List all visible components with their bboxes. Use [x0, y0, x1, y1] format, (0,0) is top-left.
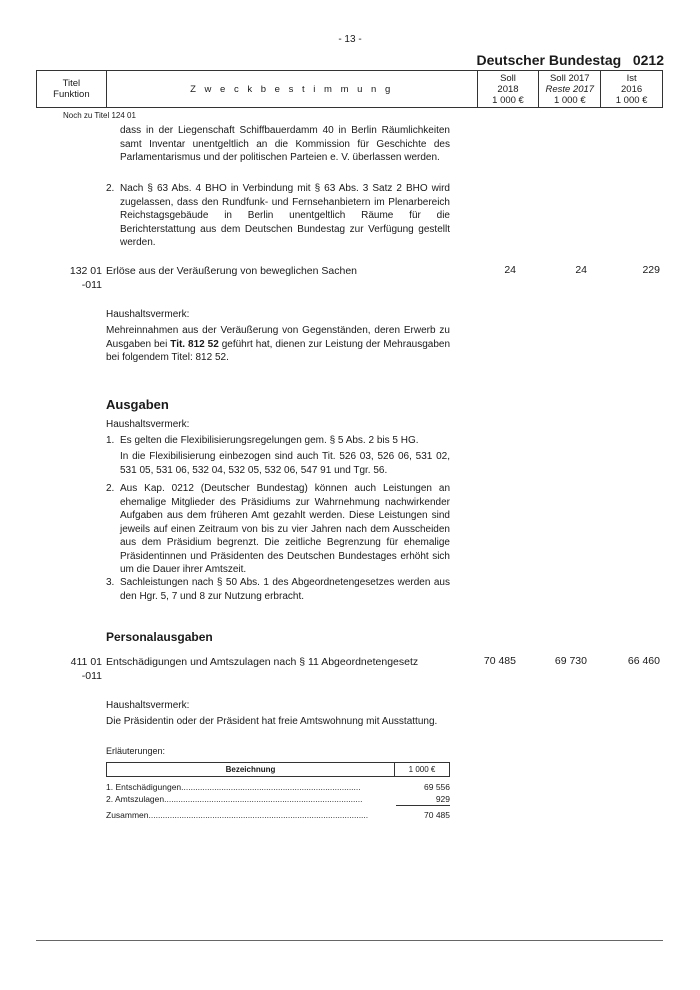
header-col-ist-2016-line2: 2016 — [621, 83, 643, 95]
titel-411-01-nr: 411 01 — [70, 656, 102, 668]
header-col-soll-2017 — [539, 71, 601, 107]
erlaeuterungen-label: Erläuterungen: — [106, 746, 166, 756]
noch-zu-titel-note: Noch zu Titel 124 01 — [63, 111, 136, 120]
titel-411-01-vermerk-label: Haushaltsvermerk: — [106, 700, 190, 711]
titel-132-01-number — [64, 264, 102, 292]
erl-row-amtszulagen — [106, 793, 450, 805]
ausgaben-vermerk-label: Haushaltsvermerk: — [106, 419, 190, 430]
header-col-soll-2017-line1: Soll 2017 — [549, 72, 590, 84]
header-col-ist-2016 — [601, 71, 662, 107]
header-col-ist-2016-line3: 1 000 € — [615, 94, 648, 106]
vermerk-text-bold-titel: Tit. 812 52 — [170, 338, 219, 350]
titel-132-01-fk: -011 — [81, 279, 102, 291]
header-col-zweck-label: Z w e c k b e s t i m m u n g — [190, 83, 394, 95]
header-col-titel-line1: Titel — [62, 78, 81, 89]
ausgaben-item-2-text: Aus Kap. 0212 (Deutscher Bundestag) können auch Leistungen an ehemalige Mitglieder des Präsidiums zur Wahrnehmung nachwirkender Aufgaben aus dem früheren Amt gezahlt werden. Diese Leistungen sind jeweils auf einen Zeitraum von bis zu vier Jahren nach dem Ausscheiden aus dem Präsidium begrenzt. Die zeitliche Begrenzung für ehemalige Präsidentinnen und Präsidenten des Deutschen Bundestages erhöht sich um die Dauer ihrer Amtszeit. — [120, 483, 450, 575]
ausgaben-item-1-number: 1. — [106, 435, 115, 446]
titel-132-01-nr: 132 01 — [69, 265, 102, 277]
erl-row-1-label: 1. Entschädigungen............................................................................ — [106, 782, 361, 792]
titel-411-01-number — [64, 655, 102, 683]
header-col-soll-2018-line1: Soll — [500, 72, 516, 84]
erl-row-2-value: 929 — [435, 794, 450, 804]
header-col-titel-line2: Funktion — [53, 89, 90, 100]
page-bottom-rule — [36, 940, 663, 941]
header-col-soll-2018-line2: 2018 — [497, 83, 519, 95]
erl-row-entschaedigungen — [106, 781, 450, 793]
document-header-title: Deutscher Bundestag 0212 — [476, 52, 664, 68]
column-header-table — [36, 70, 663, 108]
titel-411-01-soll-2017: 69 730 — [554, 655, 587, 667]
erl-header-bezeichnung: Bezeichnung — [107, 763, 395, 776]
titel-132-01-text: Erlöse aus der Veräußerung von beweglichen Sachen — [106, 265, 357, 277]
intro-item-2-text: Nach § 63 Abs. 4 BHO in Verbindung mit § 63 Abs. 3 Satz 2 BHO wird zugelassen, dass den Rundfunk- und Fernsehanbietern im Plenarbereich Reichstagsgebäude in Berlin unentgeltlich Räume für die Berichterstattung aus dem Deutschen Bundestag zur Verfügung gestellt werden. — [120, 183, 450, 248]
vermerk-text-post: geführt hat, dienen zur Leistung der Mehrausgaben bei folgendem Titel: 812 52. — [106, 338, 451, 363]
header-col-zweck — [107, 71, 478, 107]
ausgaben-item-3-text: Sachleistungen nach § 50 Abs. 1 des Abgeordnetengesetzes werden aus den Hgr. 5, 7 und 8 zur Nutzung erbracht. — [120, 577, 450, 602]
intro-item-2-number: 2. — [106, 183, 115, 194]
header-col-ist-2016-line1: Ist — [626, 72, 637, 84]
header-col-soll-2017-line3: 1 000 € — [553, 94, 586, 106]
erl-header-unit: 1 000 € — [408, 765, 436, 774]
ausgaben-heading: Ausgaben — [106, 397, 169, 412]
erl-row-2-label: 2. Amtszulagen.................................................................................... — [106, 794, 363, 804]
titel-132-01-ist-2016: 229 — [642, 264, 660, 276]
ausgaben-item-3-number: 3. — [106, 577, 115, 588]
ausgaben-item-1-sub: In die Flexibilisierung einbezogen sind auch Tit. 526 03, 526 06, 531 02, 531 05, 531 06, 532 04, 532 05, 532 06, 547 91 und Tgr. 56. — [120, 451, 450, 476]
intro-item-2 — [106, 182, 450, 250]
erlaeuterungen-table — [106, 762, 450, 821]
titel-411-01-text: Entschädigungen und Amtszulagen nach § 11 Abgeordnetengesetz — [106, 656, 419, 668]
ausgaben-item-2-number: 2. — [106, 483, 115, 494]
titel-132-01-vermerk-text — [106, 324, 450, 365]
header-col-soll-2017-line2: Reste 2017 — [545, 83, 595, 95]
erl-total-label: Zusammen............................................................................................. — [106, 810, 369, 820]
titel-132-01-soll-2017: 24 — [575, 264, 587, 276]
vermerk-text-pre: Mehreinnahmen aus der Veräußerung von Gegenständen, deren Erwerb zu Ausgaben bei — [106, 325, 450, 350]
titel-411-01-soll-2018: 70 485 — [483, 655, 516, 667]
titel-411-01-fk: -011 — [81, 670, 102, 682]
titel-411-01-ist-2016: 66 460 — [627, 655, 660, 667]
erl-table-header — [106, 762, 450, 777]
titel-411-01-vermerk-text: Die Präsidentin oder der Präsident hat freie Amtswohnung mit Ausstattung. — [106, 716, 438, 727]
intro-paragraph-continued: dass in der Liegenschaft Schiffbauerdamm 40 in Berlin Räumlichkeiten samt Inventar unentgeltlich an die Kommission für Geschichte des Parlamentarismus und der politischen Parteien e. V. überlassen werden. — [120, 125, 450, 163]
erl-row-1-value: 69 556 — [424, 782, 450, 792]
ausgaben-item-1-text: Es gelten die Flexibilisierungsregelungen gem. § 5 Abs. 2 bis 5 HG. — [120, 435, 419, 446]
ausgaben-item-2 — [106, 482, 450, 577]
titel-132-01-soll-2018: 24 — [504, 264, 516, 276]
personalausgaben-heading: Personalausgaben — [106, 630, 213, 644]
page-number: - 13 - — [338, 34, 362, 45]
erl-row-zusammen — [106, 809, 450, 821]
header-col-titel — [37, 71, 107, 107]
ausgaben-item-1 — [106, 434, 450, 448]
header-col-soll-2018-line3: 1 000 € — [492, 94, 524, 106]
ausgaben-item-3 — [106, 576, 450, 603]
erl-total-value: 70 485 — [424, 810, 450, 820]
header-col-soll-2018 — [478, 71, 540, 107]
titel-132-01-vermerk-label: Haushaltsvermerk: — [106, 309, 190, 320]
